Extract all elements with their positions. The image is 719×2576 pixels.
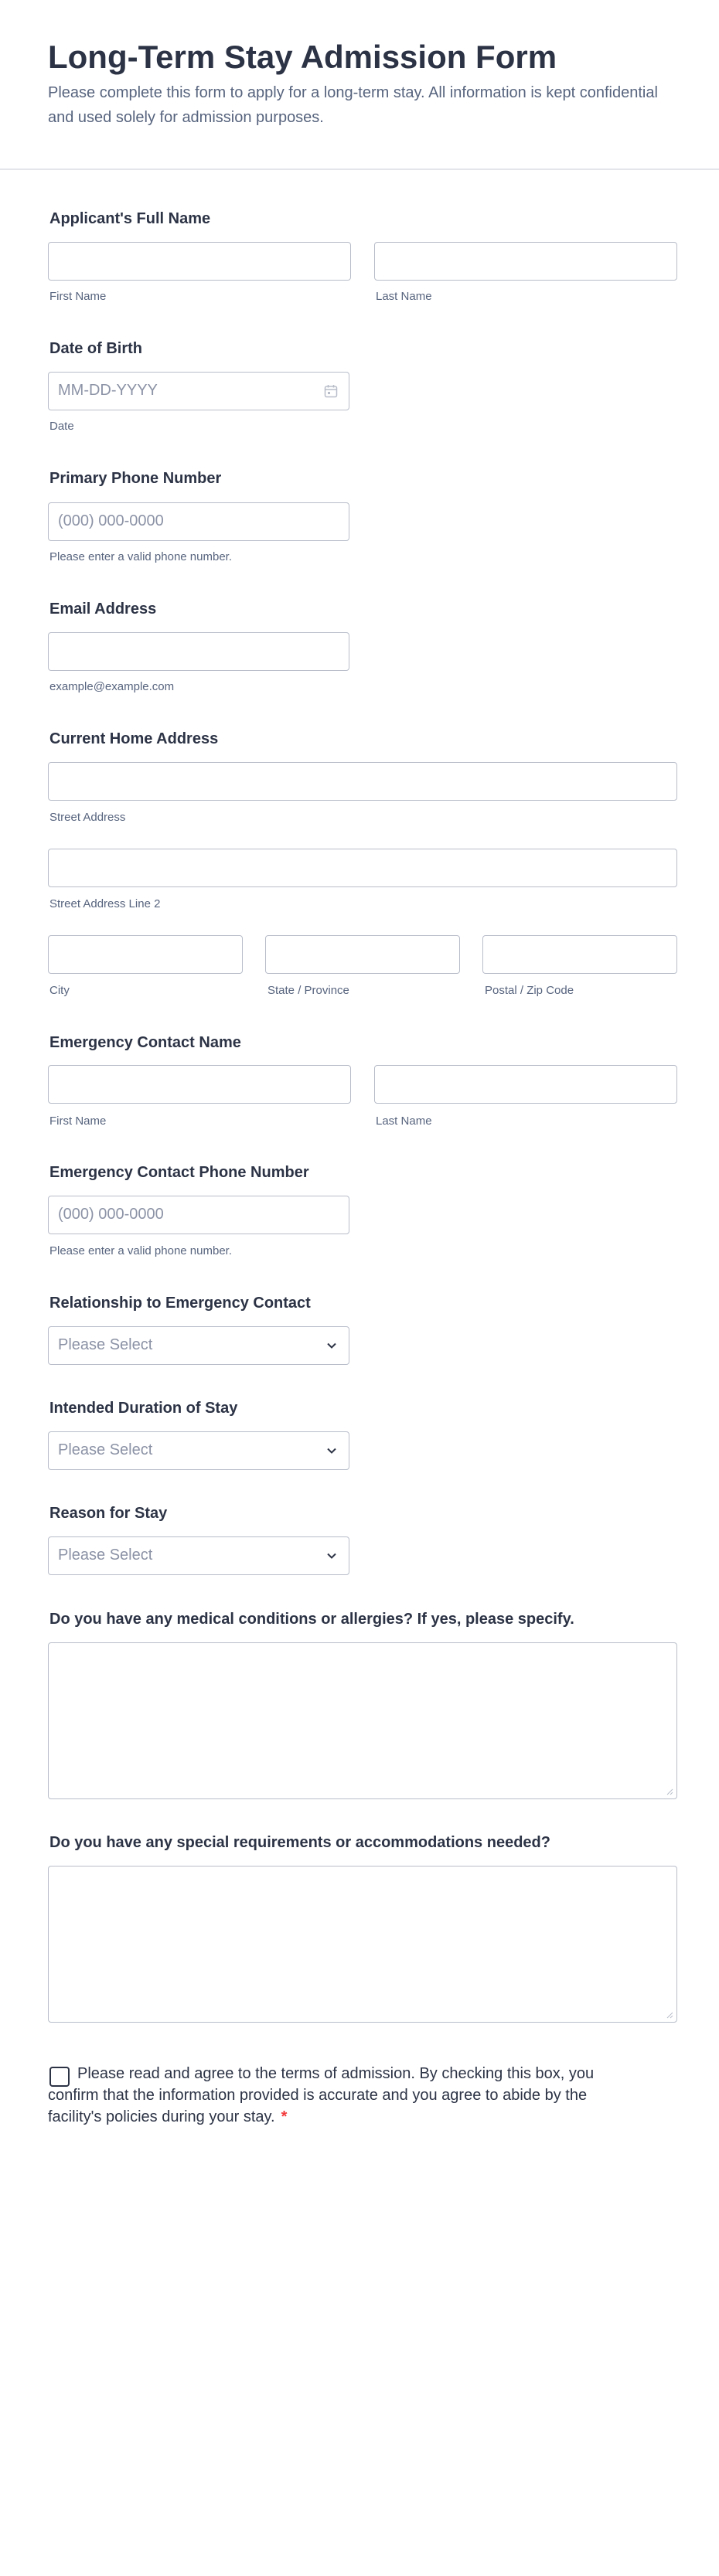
special-label: Do you have any special requirements or accommodations needed? [49, 1834, 550, 1851]
dob-placeholder: MM-DD-YYYY [58, 382, 158, 399]
duration-label: Intended Duration of Stay [49, 1400, 238, 1417]
phone-input[interactable] [48, 502, 349, 541]
applicant-first-name-sublabel: First Name [49, 290, 107, 303]
phone-sublabel: Please enter a valid phone number. [49, 550, 232, 563]
emergency-phone-label: Emergency Contact Phone Number [49, 1164, 309, 1181]
email-label: Email Address [49, 601, 157, 618]
zip-sublabel: Postal / Zip Code [485, 984, 574, 997]
state-input[interactable] [265, 935, 460, 974]
phone-label: Primary Phone Number [49, 470, 222, 487]
applicant-first-name-input[interactable] [48, 242, 351, 281]
dob-label: Date of Birth [49, 340, 142, 357]
emergency-phone-input[interactable] [48, 1196, 349, 1234]
zip-input[interactable] [482, 935, 677, 974]
applicant-last-name-sublabel: Last Name [376, 290, 432, 303]
chevron-down-icon [325, 1339, 338, 1352]
relationship-label: Relationship to Emergency Contact [49, 1295, 311, 1312]
street-address-line2-sublabel: Street Address Line 2 [49, 897, 161, 910]
duration-select[interactable] [48, 1431, 349, 1470]
special-textarea[interactable] [48, 1866, 677, 2023]
email-sublabel: example@example.com [49, 680, 175, 693]
header-divider [0, 168, 719, 170]
emergency-first-name-input[interactable] [48, 1065, 351, 1104]
street-address-line2-input[interactable] [48, 849, 677, 887]
chevron-down-icon [325, 1445, 338, 1457]
emergency-last-name-sublabel: Last Name [376, 1114, 432, 1128]
reason-label: Reason for Stay [49, 1505, 168, 1522]
emergency-phone-sublabel: Please enter a valid phone number. [49, 1244, 232, 1257]
emergency-name-label: Emergency Contact Name [49, 1034, 241, 1051]
required-mark: * [281, 2108, 288, 2125]
phone-placeholder: (000) 000-0000 [58, 512, 164, 529]
street-address-sublabel: Street Address [49, 811, 126, 824]
relationship-select[interactable] [48, 1326, 349, 1365]
duration-selected-value: Please Select [58, 1441, 153, 1458]
relationship-selected-value: Please Select [58, 1336, 153, 1353]
dob-input[interactable] [48, 372, 349, 410]
reason-selected-value: Please Select [58, 1547, 153, 1564]
city-sublabel: City [49, 984, 70, 997]
medical-label: Do you have any medical conditions or allergies? If yes, please specify. [49, 1611, 574, 1628]
applicant-name-label: Applicant's Full Name [49, 210, 211, 227]
resize-grip-icon[interactable] [666, 2011, 673, 2019]
email-input[interactable] [48, 632, 349, 671]
state-sublabel: State / Province [267, 984, 349, 997]
reason-select[interactable] [48, 1536, 349, 1575]
city-input[interactable] [48, 935, 243, 974]
resize-grip-icon[interactable] [666, 1788, 673, 1795]
emergency-last-name-input[interactable] [374, 1065, 677, 1104]
applicant-last-name-input[interactable] [374, 242, 677, 281]
street-address-input[interactable] [48, 762, 677, 801]
medical-textarea[interactable] [48, 1642, 677, 1799]
page-title: Long-Term Stay Admission Form [48, 39, 557, 75]
chevron-down-icon [325, 1550, 338, 1562]
calendar-icon[interactable] [324, 384, 338, 398]
emergency-first-name-sublabel: First Name [49, 1114, 107, 1128]
emergency-phone-placeholder: (000) 000-0000 [58, 1206, 164, 1223]
address-label: Current Home Address [49, 730, 219, 747]
page-subtitle: Please complete this form to apply for a long-term stay. All information is kept confidential and used solely for admission purposes. [48, 84, 658, 126]
terms-text [48, 2063, 605, 2128]
dob-sublabel: Date [49, 420, 74, 433]
terms-label: Please read and agree to the terms of admission. By checking this box, you confirm that the information provided is accurate and you agree to abide by the facility's policies during your stay. [48, 2065, 595, 2125]
